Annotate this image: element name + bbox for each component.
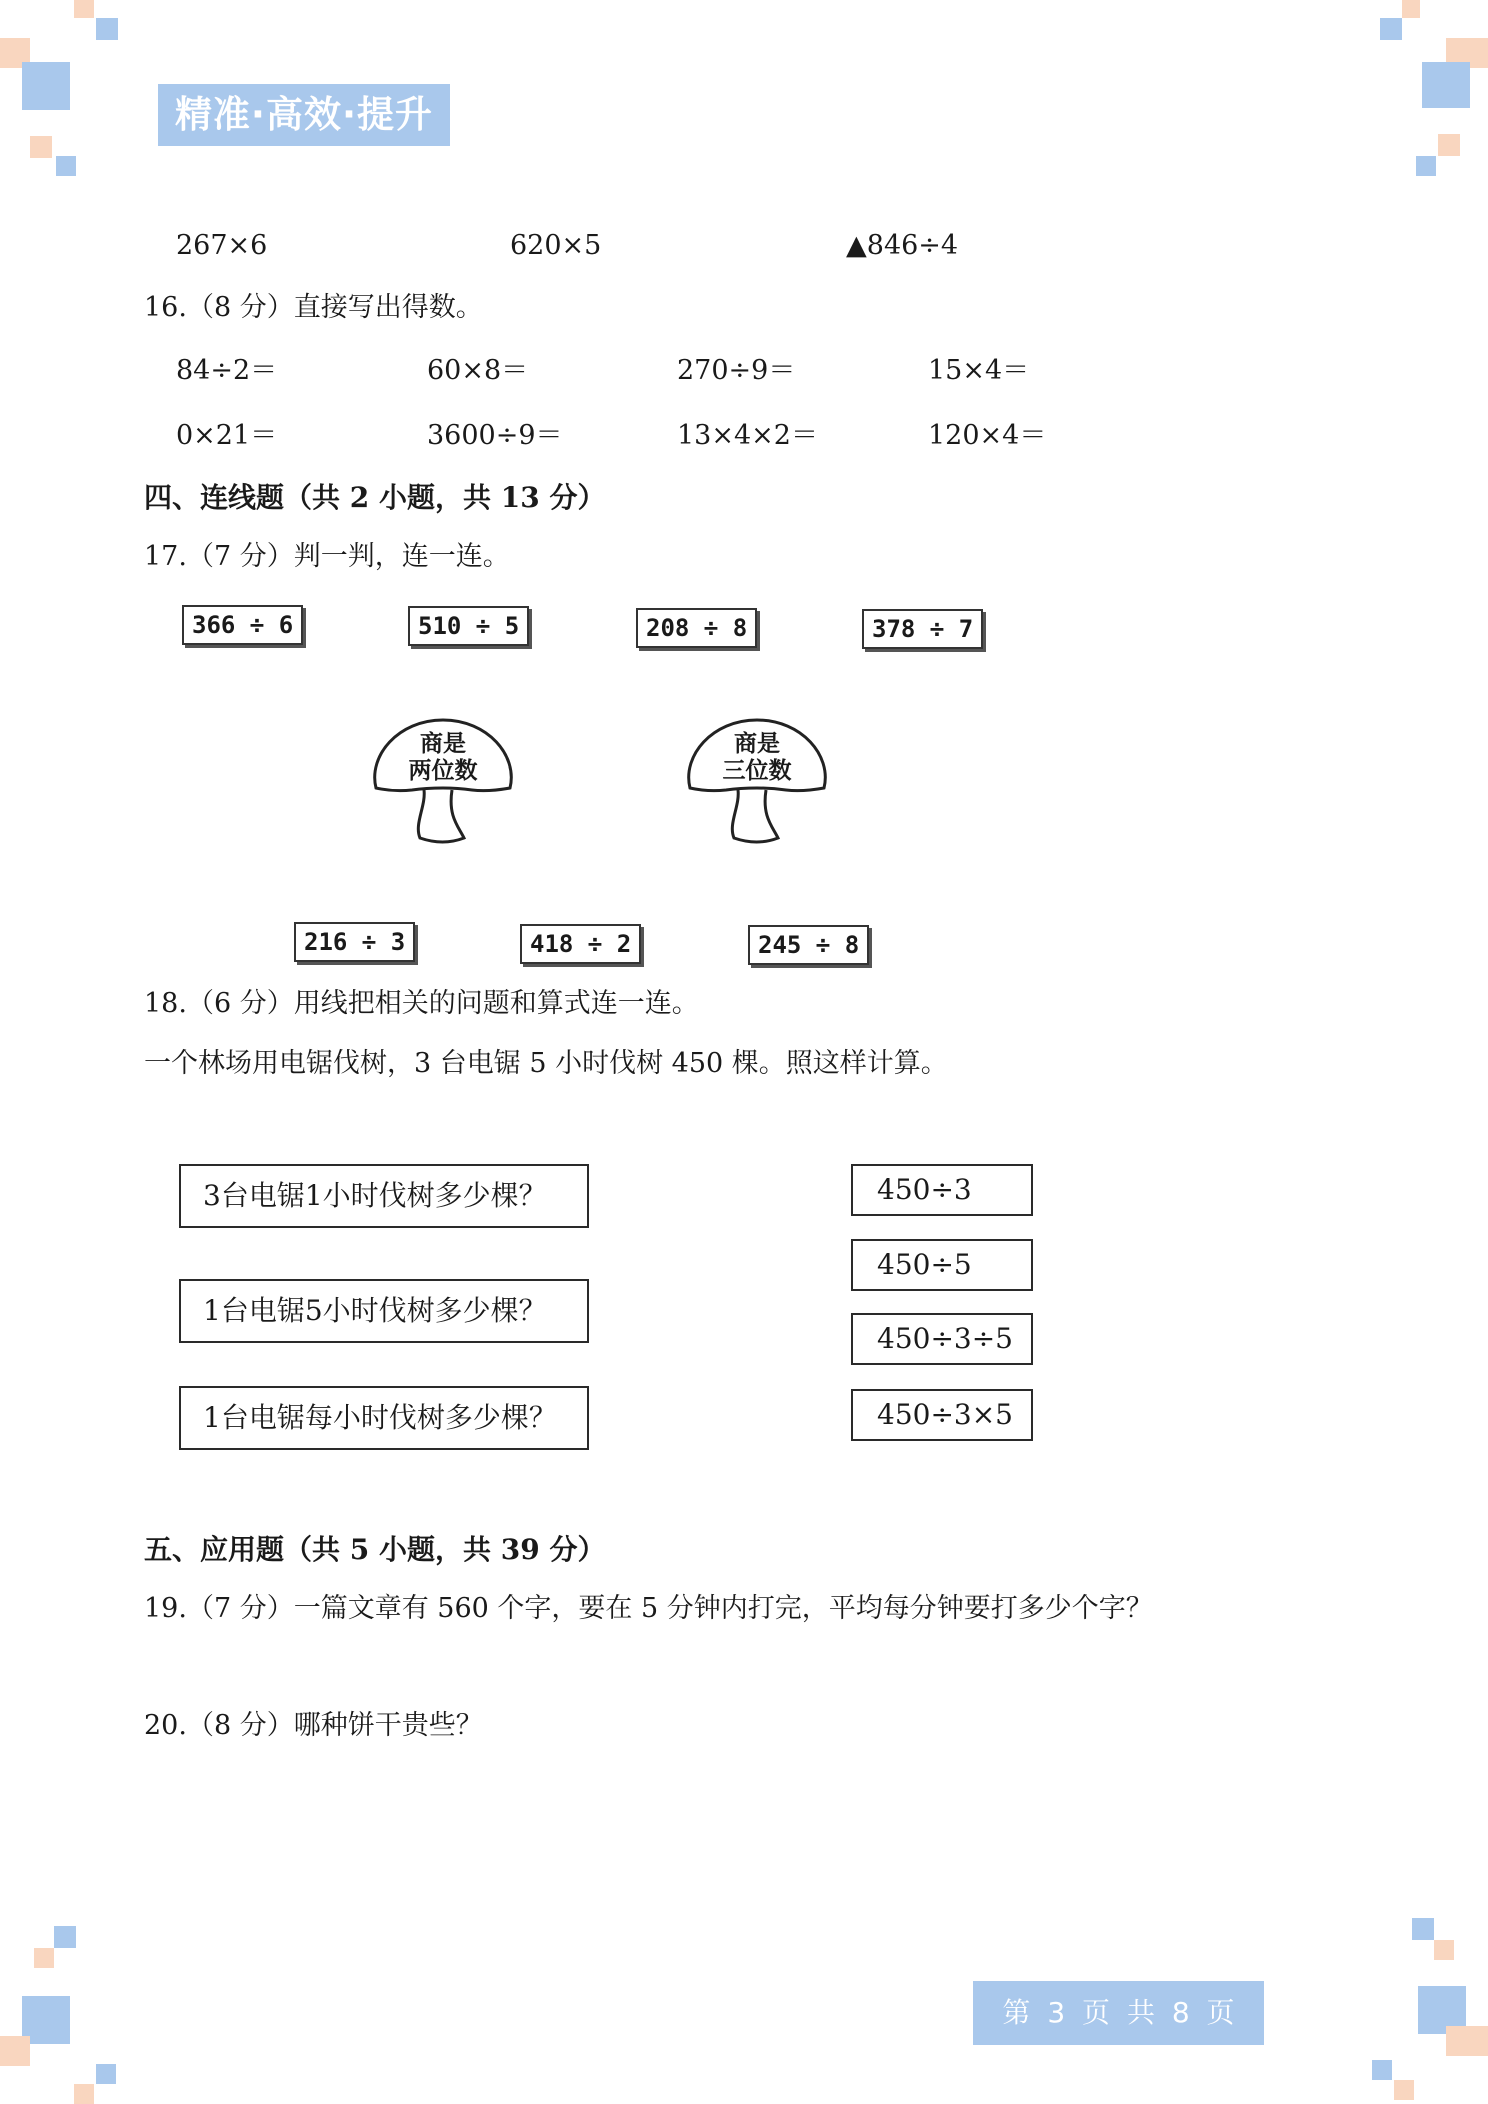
- q17-top-expr-box[interactable]: 366 ÷ 6: [182, 605, 303, 645]
- mushroom-label-line: 两位数: [408, 757, 478, 784]
- q16-item: 60×8＝: [427, 355, 529, 386]
- q17-top-expr-box[interactable]: 378 ÷ 7: [862, 609, 983, 649]
- q18-answer-box[interactable]: 450÷3: [851, 1164, 1033, 1216]
- q17-top-expr-box[interactable]: 510 ÷ 5: [408, 606, 529, 646]
- q17-bottom-expr-box[interactable]: 245 ÷ 8: [748, 925, 869, 965]
- q16-item: 15×4＝: [928, 355, 1030, 386]
- q17-title: 17.（7 分）判一判，连一连。: [144, 541, 510, 572]
- q16-title: 16.（8 分）直接写出得数。: [144, 292, 483, 323]
- section-4-heading: 四、连线题（共 2 小题，共 13 分）: [144, 481, 606, 514]
- q20-text: 20.（8 分）哪种饼干贵些？: [144, 1710, 483, 1741]
- q18-title: 18.（6 分）用线把相关的问题和算式连一连。: [144, 988, 699, 1019]
- q18-answer-box[interactable]: 450÷3÷5: [851, 1313, 1033, 1365]
- q19-text: 19.（7 分）一篇文章有 560 个字，要在 5 分钟内打完，平均每分钟要打多少个字？: [144, 1593, 1153, 1624]
- q18-question-box[interactable]: 3台电锯1小时伐树多少棵？: [179, 1164, 589, 1228]
- brand-banner: 精准·高效·提升: [158, 84, 450, 146]
- q17-bottom-expr-box[interactable]: 418 ÷ 2: [520, 924, 641, 964]
- section-5-heading: 五、应用题（共 5 小题，共 39 分）: [144, 1533, 606, 1566]
- q16-item: 3600÷9＝: [427, 420, 563, 451]
- q18-question-box[interactable]: 1台电锯5小时伐树多少棵？: [179, 1279, 589, 1343]
- mushroom-three-digit[interactable]: [682, 716, 832, 846]
- mushroom-two-digit[interactable]: [368, 716, 518, 846]
- mushroom-label-line: 商是: [734, 730, 780, 757]
- q17-bottom-expr-box[interactable]: 216 ÷ 3: [294, 922, 415, 962]
- q16-item: 84÷2＝: [176, 355, 278, 386]
- q15-expr-2: 620×5: [510, 230, 602, 261]
- q17-top-expr-box[interactable]: 208 ÷ 8: [636, 608, 757, 648]
- q15-expr-3: ▲846÷4: [846, 230, 959, 261]
- q18-question-box[interactable]: 1台电锯每小时伐树多少棵？: [179, 1386, 589, 1450]
- q18-answer-box[interactable]: 450÷3×5: [851, 1389, 1033, 1441]
- q16-item: 0×21＝: [176, 420, 278, 451]
- q18-answer-box[interactable]: 450÷5: [851, 1239, 1033, 1291]
- q16-item: 120×4＝: [928, 420, 1047, 451]
- mushroom-label-line: 商是: [420, 730, 466, 757]
- q15-expr-1: 267×6: [176, 230, 268, 261]
- q16-item: 270÷9＝: [677, 355, 796, 386]
- page-number-badge: 第 3 页 共 8 页: [973, 1981, 1264, 2045]
- q18-description: 一个林场用电锯伐树，3 台电锯 5 小时伐树 450 棵。照这样计算。: [144, 1048, 948, 1079]
- mushroom-label-line: 三位数: [722, 757, 792, 784]
- q16-item: 13×4×2＝: [677, 420, 818, 451]
